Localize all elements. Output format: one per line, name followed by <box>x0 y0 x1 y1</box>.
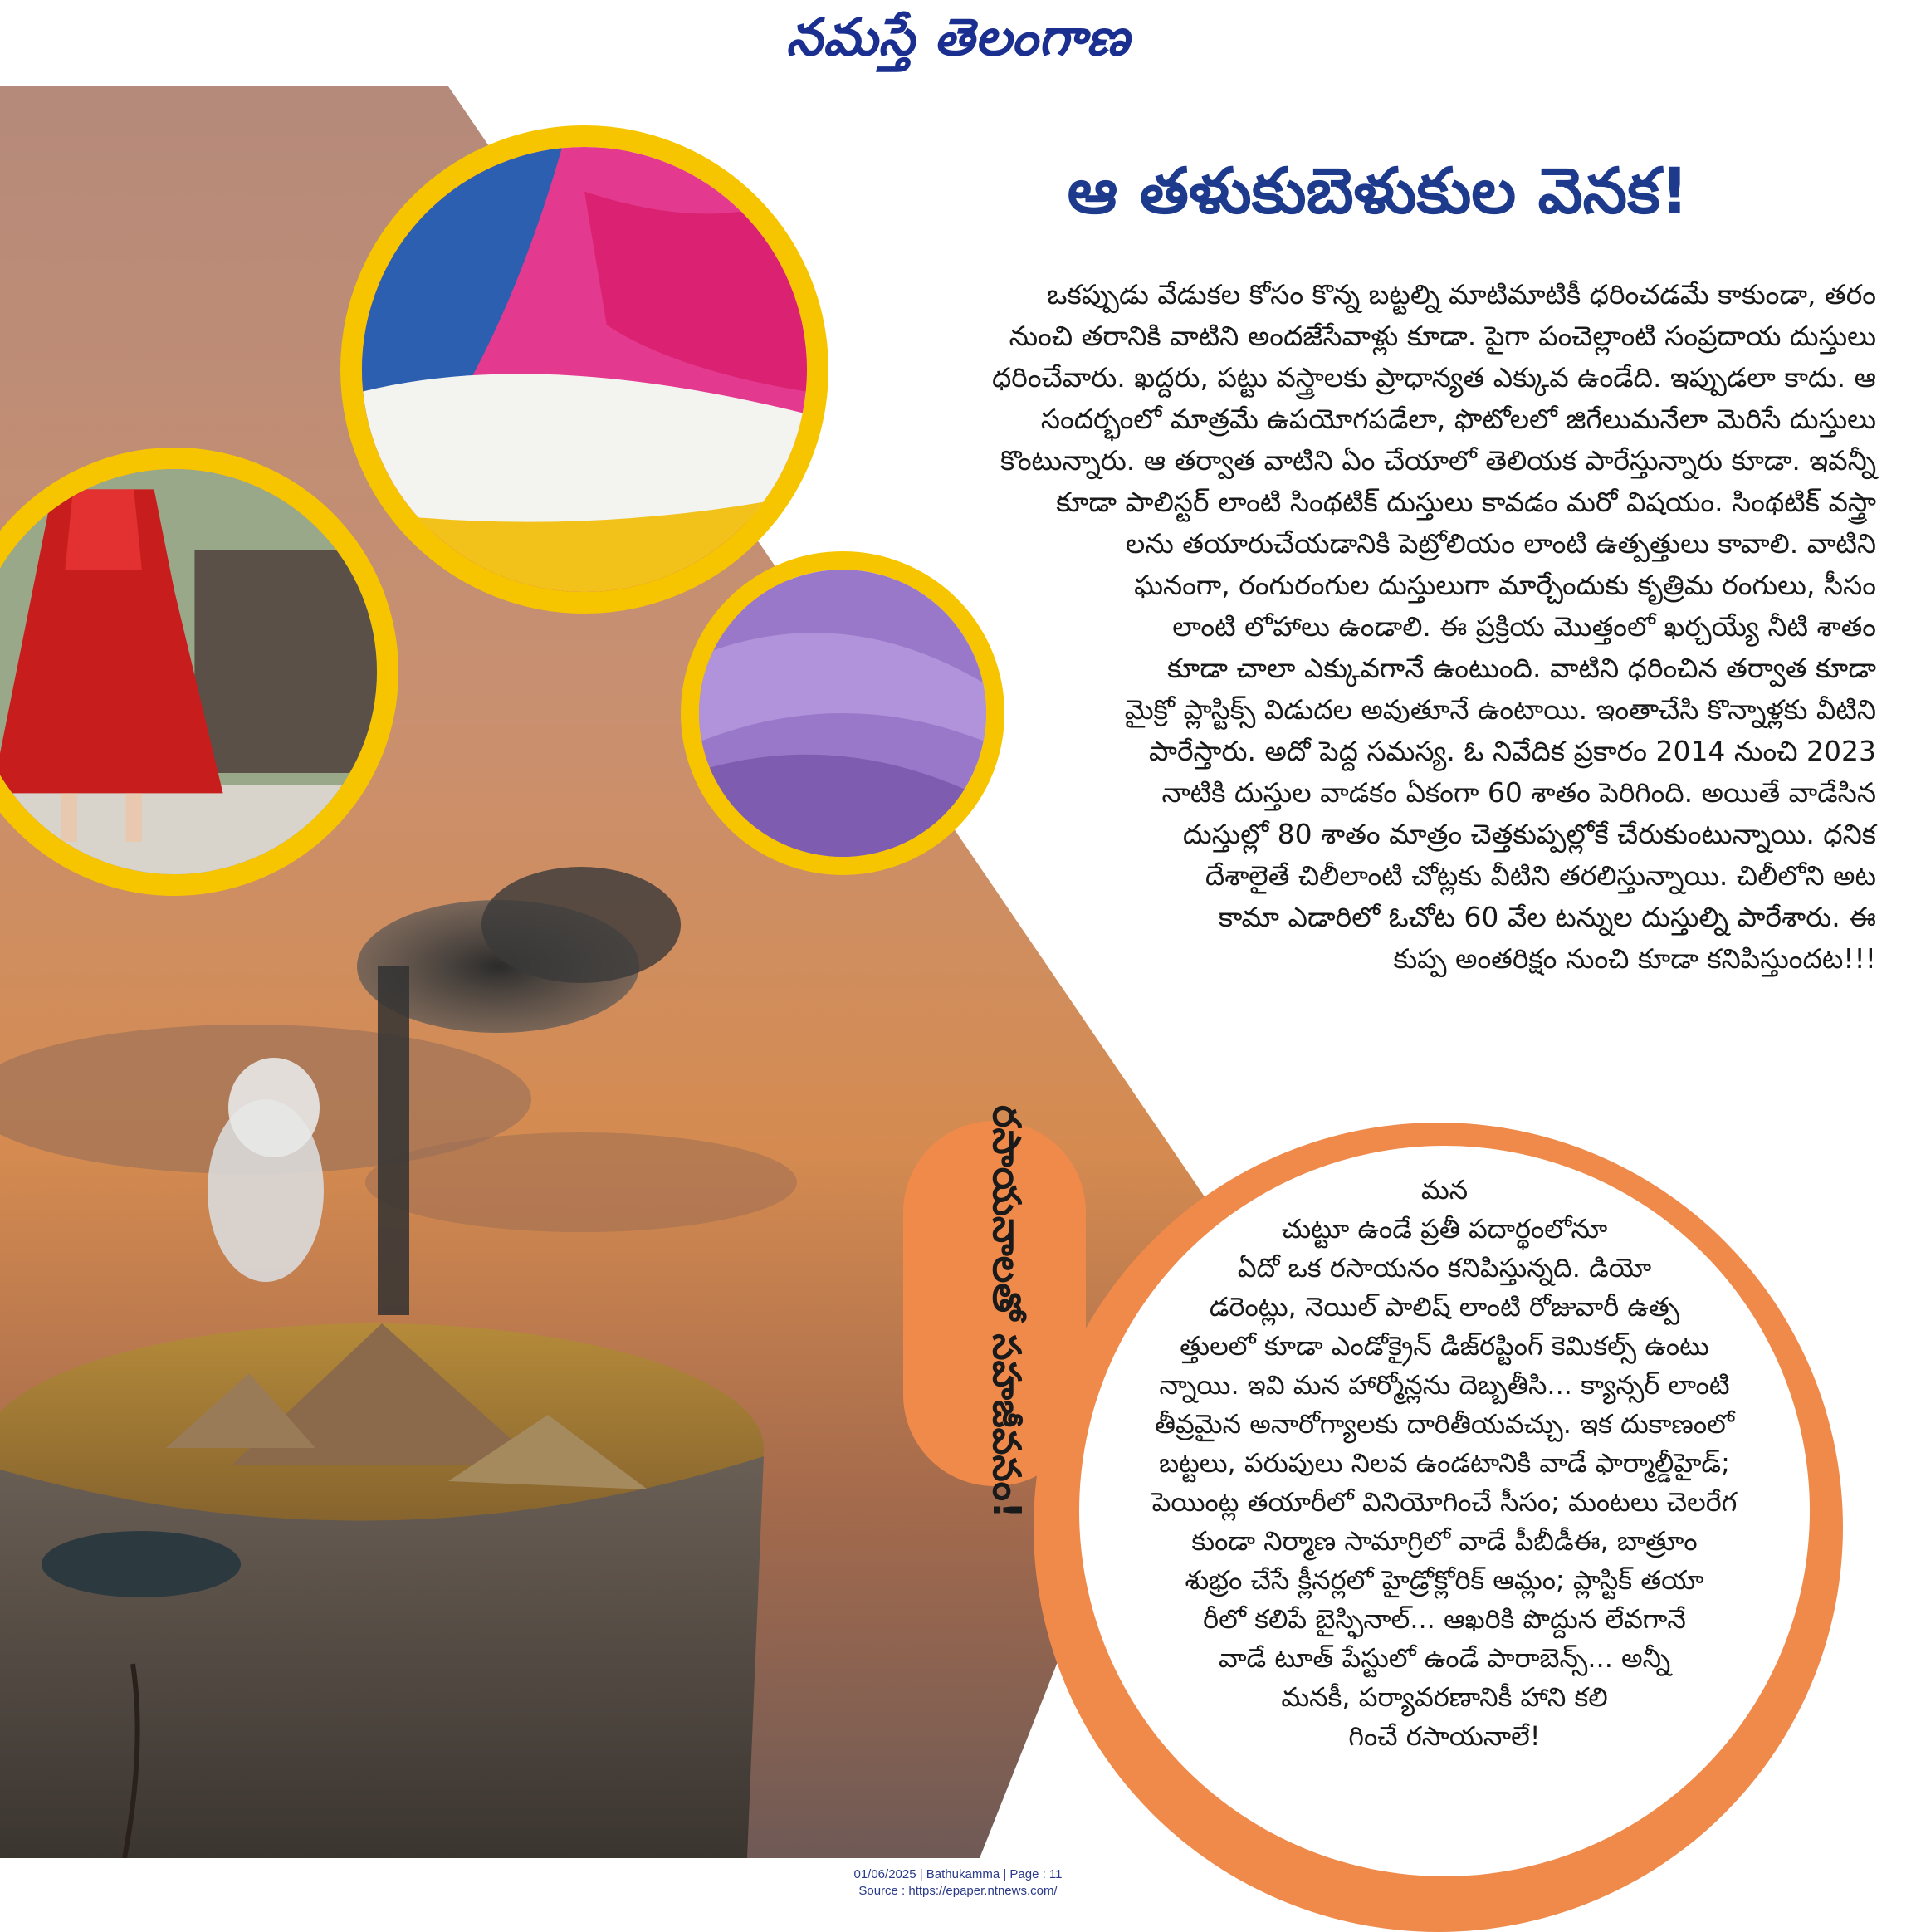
masthead <box>0 0 1916 79</box>
footer-source: Source : https://epaper.ntnews.com/ <box>858 1884 1058 1898</box>
sidebar-title: రసాయనాలతో సహజీవనం! <box>985 1105 1029 1519</box>
sidebar-body <box>1079 1171 1810 1756</box>
body-line: ఘనంగా, రంగురంగుల దుస్తులుగా మార్చేందుకు కృత్రిమ రంగులు, సీసం <box>1134 569 1876 601</box>
body-line: సందర్భంలో మాత్రమే ఉపయోగపడేలా, ఫొటోలలో జిగేలుమనేలా మెరిసే దుస్తులు <box>1040 403 1876 435</box>
body-line: లాంటి లోహాలు ఉండాలి. ఈ ప్రక్రియ మొత్తంలో ఖర్చయ్యే నీటి శాతం <box>1172 610 1876 643</box>
footer-date-page: 01/06/2025 | Bathukamma | Page : 11 <box>853 1867 1063 1881</box>
body-line: పారేస్తారు. అదో పెద్ద సమస్య. ఓ నివేదిక ప్రకారం 2014 నుంచి 2023 <box>1148 735 1876 767</box>
sidebar-line: మనకీ, పర్యావరణానికీ హాని కలి <box>1281 1681 1608 1713</box>
newspaper-logo: నమస్తే తెలంగాణ <box>785 7 1131 67</box>
sidebar-line: శుభ్రం చేసే క్లీనర్లలో హైడ్రోక్లోరిక్ ఆమ్లం; ప్లాస్టిక్ తయా <box>1185 1564 1704 1596</box>
body-line: కూడా చాలా ఎక్కువగానే ఉంటుంది. వాటిని ధరించిన తర్వాత కూడా <box>1167 652 1876 684</box>
sidebar-line: కుండా నిర్మాణ సామాగ్రిలో వాడే పీబీడీఈ, బాత్రూం <box>1191 1525 1698 1557</box>
sidebar-line: తీవ్రమైన అనారోగ్యాలకు దారితీయవచ్చు. ఇక దుకాణంలో <box>1155 1408 1734 1440</box>
body-line: లను తయారుచేయడానికి పెట్రోలియం లాంటి ఉత్పత్తులు కావాలి. వాటిని <box>1125 527 1876 560</box>
body-line: నుంచి తరానికి వాటిని అందజేసేవాళ్లు కూడా. పైగా పంచెల్లాంటి సంప్రదాయ దుస్తులు <box>1009 320 1876 352</box>
body-line: కూడా పాలిస్టర్ లాంటి సింథటిక్ దుస్తులు కావడం మరో విషయం. సింథటిక్ వస్త్రా <box>1056 486 1876 518</box>
body-line: ఒకప్పుడు వేడుకల కోసం కొన్న బట్టల్ని మాటిమాటికీ ధరించడమే కాకుండా, తరం <box>1047 278 1876 311</box>
body-line: దేశాలైతే చిలీలాంటి చోట్లకు వీటిని తరలిస్తున్నాయి. చిలీలోని అట <box>1205 859 1876 892</box>
body-line: మైక్రో ప్లాస్టిక్స్ విడుదల అవుతూనే ఉంటాయి. ఇంతాచేసి కొన్నాళ్లకు వీటిని <box>1124 693 1876 726</box>
sidebar-line: చుట్టూ ఉండే ప్రతీ పదార్థంలోనూ <box>1281 1213 1608 1245</box>
article-headline: ఆ తళుకుబెళుకుల వెనక! <box>1067 154 1689 227</box>
sidebar-line: రీలో కలిపే బైస్ఫినాల్... ఆఖరికి పొద్దున లేవగానే <box>1203 1603 1686 1635</box>
page-footer <box>0 1866 1916 1900</box>
sidebar-line: డరెంట్లు, నెయిల్ పాలిష్ లాంటి రోజువారీ ఉత్ప <box>1209 1291 1680 1323</box>
sidebar-line: వాడే టూత్ పేస్టులో ఉండే పారాబెన్స్... అన్నీ <box>1218 1642 1671 1674</box>
fabric-photo <box>340 125 828 614</box>
sidebar-line: ఏదో ఒక రసాయనం కనిపిస్తున్నది. డియో <box>1237 1252 1652 1284</box>
sidebar-line: పెయింట్ల తయారీలో వినియోగించే సీసం; మంటలు చెలరేగ <box>1151 1486 1738 1518</box>
sidebar-line: న్నాయి. ఇవి మన హార్మోన్లను దెబ్బతీసి... క్యాన్సర్ లాంటి <box>1159 1369 1730 1401</box>
sidebar-line: త్తులలో కూడా ఎండోక్రైన్ డిజ్‌రప్టింగ్ కెమికల్స్ ఉంటు <box>1180 1330 1709 1362</box>
body-line: కుప్ప అంతరిక్షం నుంచి కూడా కనిపిస్తుందట!!! <box>1393 942 1876 975</box>
body-line: ధరించేవారు. ఖద్దరు, పట్టు వస్త్రాలకు ప్రాధాన్యత ఎక్కువ ఉండేది. ఇప్పుడలా కాదు. ఆ <box>992 361 1876 394</box>
body-line: కామా ఎడారిలో ఓచోట 60 వేల టన్నుల దుస్తుల్ని పారేశారు. ఈ <box>1218 901 1876 933</box>
red-dress-image <box>0 469 377 874</box>
body-line: కొంటున్నారు. ఆ తర్వాత వాటిని ఏం చేయాలో తెలియక పారేస్తున్నారు కూడా. ఇవన్నీ <box>1000 444 1876 477</box>
body-line: నాటికి దుస్తుల వాడకం ఏకంగా 60 శాతం పెరిగింది. అయితే వాడేసిన <box>1161 776 1876 809</box>
body-line: దుస్తుల్లో 80 శాతం మాత్రం చెత్తకుప్పల్లోకే చేరుకుంటున్నాయి. ధనిక <box>1182 818 1876 850</box>
fabric-image <box>362 147 807 592</box>
sidebar-title-box <box>956 1105 1048 1519</box>
sidebar-line: గించే రసాయనాలే! <box>1348 1720 1541 1752</box>
article-body <box>897 274 1876 980</box>
sidebar-line: మన <box>1420 1174 1469 1206</box>
sidebar-line: బట్టలు, పరుపులు నిలవ ఉండటానికి వాడే ఫార్మాల్డీహైడ్; <box>1159 1447 1730 1479</box>
